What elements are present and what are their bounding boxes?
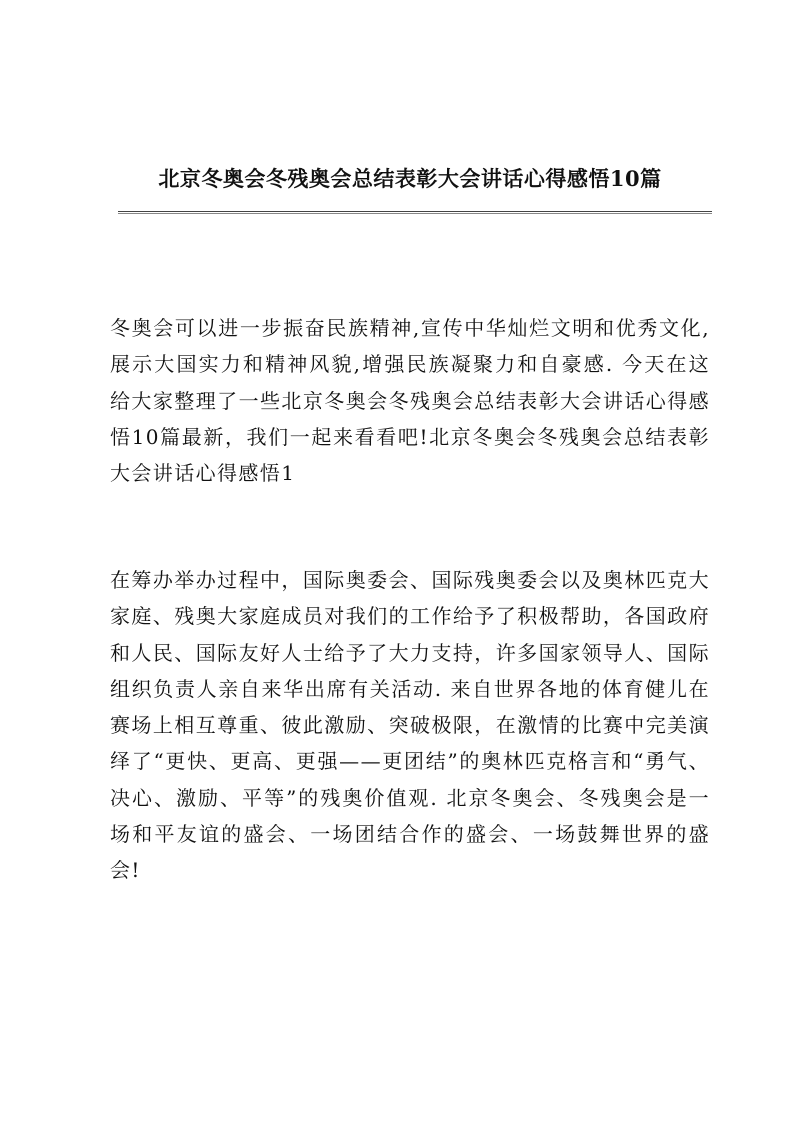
title-divider: [118, 211, 712, 214]
body-paragraph-1: 在筹办举办过程中，国际奥委会、国际残奥委会以及奥林匹克大家庭、残奥大家庭成员对我们的工作给予了积极帮助，各国政府和人民、国际友好人士给予了大力支持，许多国家领导人、国际组织负责人亲自来华出席有关活动. 来自世界各地的体育健儿在赛场上相互尊重、彼此激励、突破极限，在激情的比赛中完美演绎了“更快、更高、更强——更团结”的奥林匹克格言和“勇气、决心、激励、平等”的残奥价值观. 北京冬奥会、冬残奥会是一场和平友谊的盛会、一场团结合作的盛会、一场鼓舞世界的盛会!: [110, 568, 710, 883]
body-paragraph-intro: 冬奥会可以进一步振奋民族精神,宣传中华灿烂文明和优秀文化,展示大国实力和精神风貌,增强民族凝聚力和自豪感. 今天在这给大家整理了一些北京冬奥会冬残奥会总结表彰大会讲话心得感悟10篇最新，我们一起来看看吧!北京冬奥会冬残奥会总结表彰大会讲话心得感悟1: [110, 316, 710, 486]
document-title: 北京冬奥会冬残奥会总结表彰大会讲话心得感悟10篇: [158, 166, 662, 191]
